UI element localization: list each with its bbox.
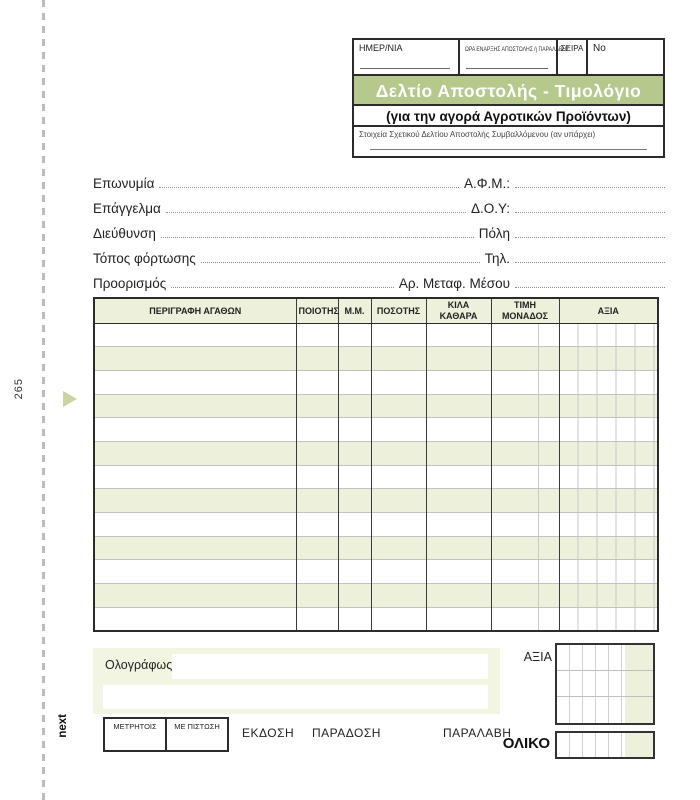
value-row[interactable] [557, 671, 653, 697]
table-cell[interactable] [371, 607, 426, 631]
table-row[interactable] [94, 584, 658, 608]
table-row[interactable] [94, 394, 658, 418]
table-cell[interactable] [491, 370, 559, 394]
table-cell[interactable] [426, 513, 491, 537]
table-row[interactable] [94, 560, 658, 584]
table-cell[interactable] [371, 465, 426, 489]
items-table [93, 297, 659, 632]
items-table-body [94, 323, 658, 631]
table-cell[interactable] [559, 418, 658, 442]
table-row[interactable] [94, 536, 658, 560]
delivery-signature-label: ΠΑΡΑΔΟΣΗ [312, 726, 381, 740]
table-row[interactable] [94, 607, 658, 631]
table-cell[interactable] [426, 465, 491, 489]
table-cell[interactable] [94, 584, 296, 608]
value-row[interactable] [557, 645, 653, 671]
table-cell[interactable] [94, 347, 296, 371]
table-cell[interactable] [371, 370, 426, 394]
time-cell [458, 40, 570, 74]
amount-in-words-label: Ολογράφως [105, 658, 173, 672]
table-cell[interactable] [296, 347, 338, 371]
table-cell[interactable] [338, 536, 371, 560]
table-cell[interactable] [426, 441, 491, 465]
table-cell[interactable] [338, 347, 371, 371]
amount-in-words-input[interactable] [172, 654, 488, 679]
table-cell[interactable] [94, 513, 296, 537]
table-cell[interactable] [491, 560, 559, 584]
cash-option-cell[interactable] [105, 719, 165, 750]
dieythynsi-input-line[interactable] [161, 237, 474, 238]
table-row[interactable] [94, 347, 658, 371]
table-cell[interactable] [94, 394, 296, 418]
field-row-eponymia [93, 166, 665, 191]
column-header: ΑΞΙΑ [559, 298, 658, 323]
table-cell[interactable] [426, 394, 491, 418]
field-label: Πόλη [478, 226, 510, 241]
time-input-line[interactable] [466, 68, 548, 69]
items-table-header [94, 298, 658, 323]
table-cell[interactable] [559, 465, 658, 489]
table-cell[interactable] [296, 584, 338, 608]
field-row-topos-fortosis [93, 241, 665, 266]
table-cell[interactable] [296, 607, 338, 631]
table-cell[interactable] [426, 418, 491, 442]
til-input-line[interactable] [515, 262, 665, 263]
table-row[interactable] [94, 418, 658, 442]
table-cell[interactable] [338, 560, 371, 584]
credit-option-cell[interactable] [165, 719, 227, 750]
table-cell[interactable] [559, 513, 658, 537]
payment-method-box [103, 717, 229, 752]
table-cell[interactable] [338, 441, 371, 465]
table-cell[interactable] [296, 489, 338, 513]
table-cell[interactable] [94, 489, 296, 513]
field-row-epaggelma [93, 191, 665, 216]
table-cell[interactable] [491, 441, 559, 465]
table-cell[interactable] [371, 418, 426, 442]
table-row[interactable] [94, 370, 658, 394]
table-cell[interactable] [296, 513, 338, 537]
series-cell[interactable] [556, 40, 586, 74]
header-meta-row [354, 40, 663, 76]
table-cell[interactable] [491, 394, 559, 418]
table-cell[interactable] [94, 607, 296, 631]
table-cell[interactable] [491, 465, 559, 489]
table-cell[interactable] [491, 418, 559, 442]
field-label: Διεύθυνση [93, 226, 156, 241]
table-cell[interactable] [371, 347, 426, 371]
table-cell[interactable] [94, 465, 296, 489]
table-cell[interactable] [338, 394, 371, 418]
table-cell[interactable] [426, 560, 491, 584]
table-cell[interactable] [491, 489, 559, 513]
table-cell[interactable] [94, 323, 296, 347]
poli-input-line[interactable] [515, 237, 665, 238]
amount-in-words-panel [93, 648, 500, 714]
field-row-proorismos [93, 266, 665, 291]
table-row[interactable] [94, 465, 658, 489]
related-note-label: Στοιχεία Σχετικού Δελτίου Αποστολής Συμβαλλόμενου (αν υπάρχει) [359, 130, 596, 139]
table-cell[interactable] [491, 347, 559, 371]
doy-input-line[interactable] [515, 212, 665, 213]
topos-fortosis-input-line[interactable] [201, 262, 480, 263]
proorismos-input-line[interactable] [171, 287, 394, 288]
column-header: ΤΙΜΗ ΜΟΝΑΔΟΣ [491, 298, 559, 323]
number-label: No [593, 43, 606, 54]
field-label: Αρ. Μεταφ. Μέσου [398, 276, 510, 291]
table-cell[interactable] [94, 441, 296, 465]
table-cell[interactable] [338, 607, 371, 631]
table-cell[interactable] [559, 584, 658, 608]
table-cell[interactable] [559, 347, 658, 371]
field-label: Τηλ. [484, 251, 510, 266]
table-cell[interactable] [559, 441, 658, 465]
document-header [352, 38, 665, 158]
document-title: Δελτίο Αποστολής - Τιμολόγιο [354, 76, 663, 106]
table-cell[interactable] [338, 418, 371, 442]
issue-signature-label: ΕΚΔΟΣΗ [242, 726, 295, 740]
field-label: Επάγγελμα [93, 201, 161, 216]
table-cell[interactable] [338, 584, 371, 608]
table-cell[interactable] [426, 347, 491, 371]
table-cell[interactable] [371, 536, 426, 560]
amount-in-words-input-2[interactable] [103, 685, 488, 709]
table-cell[interactable] [296, 323, 338, 347]
table-cell[interactable] [371, 513, 426, 537]
total-box[interactable] [555, 731, 655, 759]
table-cell[interactable] [94, 418, 296, 442]
cash-label: ΜΕΤΡΗΤΟΙΣ [113, 722, 157, 731]
epaggelma-input-line[interactable] [166, 212, 466, 213]
table-cell[interactable] [338, 513, 371, 537]
number-cell[interactable] [586, 40, 663, 74]
field-label: Α.Φ.Μ.: [463, 176, 510, 191]
table-cell[interactable] [371, 584, 426, 608]
table-cell[interactable] [559, 489, 658, 513]
table-cell[interactable] [559, 394, 658, 418]
table-row[interactable] [94, 489, 658, 513]
table-row[interactable] [94, 441, 658, 465]
value-label: ΑΞΙΑ [523, 650, 552, 664]
table-cell[interactable] [426, 584, 491, 608]
table-cell[interactable] [296, 465, 338, 489]
column-header: Μ.Μ. [338, 298, 371, 323]
date-cell [354, 40, 458, 74]
eponymia-input-line[interactable] [159, 187, 459, 188]
table-cell[interactable] [426, 370, 491, 394]
arrow-marker-icon [63, 391, 77, 407]
table-cell[interactable] [296, 560, 338, 584]
column-header: ΠΟΣΟΤΗΣ [371, 298, 426, 323]
table-cell[interactable] [426, 536, 491, 560]
table-row[interactable] [94, 513, 658, 537]
table-cell[interactable] [296, 536, 338, 560]
page-side-number: 265 [13, 378, 25, 400]
table-cell[interactable] [426, 489, 491, 513]
table-cell[interactable] [491, 536, 559, 560]
table-cell[interactable] [491, 607, 559, 631]
table-cell[interactable] [426, 323, 491, 347]
value-box[interactable] [555, 643, 655, 725]
perforation-line [42, 0, 45, 800]
column-header: ΚΙΛΑ ΚΑΘΑΡΑ [426, 298, 491, 323]
table-cell[interactable] [296, 441, 338, 465]
date-label: ΗΜΕΡ/ΝΙΑ [359, 43, 403, 53]
table-cell[interactable] [491, 513, 559, 537]
total-label: ΟΛΙΚΟ [502, 735, 550, 752]
table-cell[interactable] [371, 560, 426, 584]
table-cell[interactable] [94, 560, 296, 584]
table-cell[interactable] [559, 560, 658, 584]
table-row[interactable] [94, 323, 658, 347]
table-cell[interactable] [559, 323, 658, 347]
printer-brand-logo: next [57, 714, 69, 738]
credit-label: ΜΕ ΠΙΣΤΩΣΗ [174, 722, 220, 731]
table-cell[interactable] [338, 489, 371, 513]
receipt-signature-label: ΠΑΡΑΛΑΒΗ [443, 726, 512, 740]
table-cell[interactable] [559, 536, 658, 560]
table-cell[interactable] [371, 394, 426, 418]
related-note-input-line[interactable] [370, 149, 647, 150]
table-cell[interactable] [296, 370, 338, 394]
table-cell[interactable] [94, 370, 296, 394]
table-cell[interactable] [371, 323, 426, 347]
table-cell[interactable] [338, 465, 371, 489]
table-cell[interactable] [426, 607, 491, 631]
metaf-mesou-input-line[interactable] [515, 287, 665, 288]
time-label: ΩΡΑ ΕΝΑΡΞΗΣ ΑΠΟΣΤΟΛΗΣ ή ΠΑΡΑΛΑΒΗΣ [465, 47, 570, 53]
table-cell[interactable] [338, 323, 371, 347]
table-cell[interactable] [559, 607, 658, 631]
document-subtitle: (για την αγορά Αγροτικών Προϊόντων) [354, 106, 663, 127]
field-label: Προορισμός [93, 276, 167, 291]
field-label: Δ.Ο.Υ: [470, 201, 510, 216]
value-row[interactable] [557, 697, 653, 723]
table-cell[interactable] [371, 489, 426, 513]
table-cell[interactable] [559, 370, 658, 394]
column-header: ΠΕΡΙΓΡΑΦΗ ΑΓΑΘΩΝ [94, 298, 296, 323]
related-note-section [354, 127, 663, 156]
table-cell[interactable] [94, 536, 296, 560]
table-cell[interactable] [491, 323, 559, 347]
table-cell[interactable] [491, 584, 559, 608]
party-fields [93, 166, 665, 291]
table-cell[interactable] [371, 441, 426, 465]
column-header: ΠΟΙΟΤΗΣ [296, 298, 338, 323]
series-label: ΣΕΙΡΑ [560, 44, 584, 53]
table-cell[interactable] [296, 418, 338, 442]
field-row-dieythynsi [93, 216, 665, 241]
field-label: Τόπος φόρτωσης [93, 251, 196, 266]
table-cell[interactable] [296, 394, 338, 418]
table-cell[interactable] [338, 370, 371, 394]
date-input-line[interactable] [360, 68, 450, 69]
afm-input-line[interactable] [515, 187, 665, 188]
field-label: Επωνυμία [93, 176, 155, 191]
